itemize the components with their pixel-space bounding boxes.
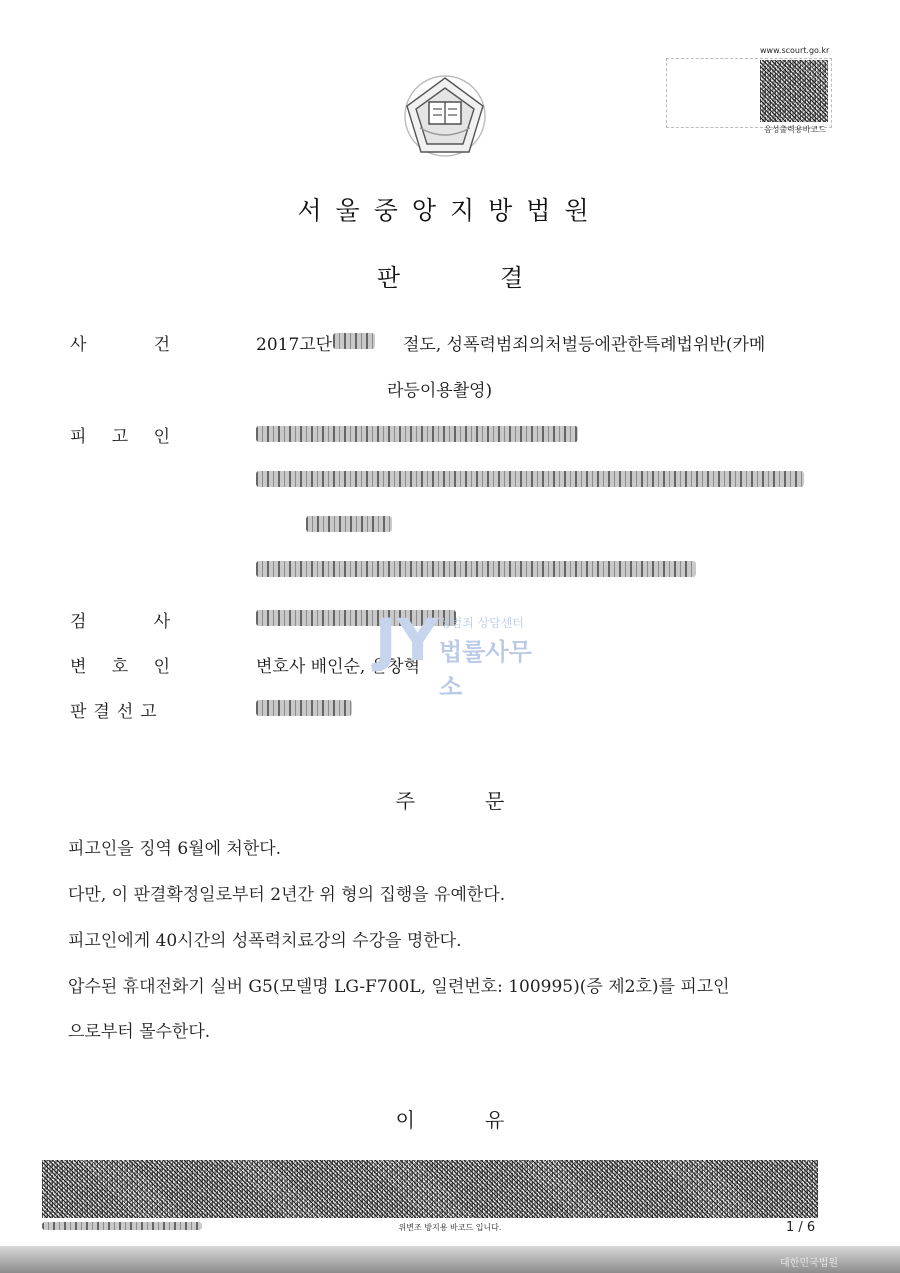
prosecutor-label-char: 사 [153,612,170,632]
counsel-label [70,652,170,677]
bottom-band [0,1246,900,1273]
law-firm-watermark [375,606,545,701]
court-name: 서울중앙지방법원 [297,196,603,225]
counsel-label-char: 호 [111,657,129,677]
document-title-char-1: 판 [376,264,400,292]
document-title-char-2: 결 [500,264,524,292]
reason-heading [0,1104,900,1133]
redacted-defendant-address-1 [256,471,804,487]
order-line: 압수된 휴대전화기 실버 G5(모델명 LG-F700L, 일련번호: 100995)(증 제2호)를 피고인 [68,977,730,997]
verdict-date-label: 판결선고 [70,702,164,722]
redacted-case-number [333,333,375,349]
watermark-logo: JY [375,606,439,674]
counsel-label-char: 인 [153,657,170,677]
court-emblem-icon [400,72,490,160]
counsel-label-char: 변 [70,657,87,677]
order-heading-char-2: 문 [485,789,505,813]
bottom-band-label: 대한민국법원 [780,1258,838,1269]
barcode-caption: 음성출력용바코드 [764,125,826,134]
order-heading-char-1: 주 [395,789,415,813]
redacted-verdict-date [256,700,352,716]
watermark-line-1: 성범죄 상담센터 [439,616,524,630]
reason-heading-char-2: 유 [485,1108,505,1132]
order-line: 으로부터 몰수한다. [68,1022,211,1042]
redacted-defendant-identity [256,426,578,442]
redacted-defendant-address-2 [306,516,392,532]
audio-barcode [760,60,828,122]
defendant-label-char: 피 [70,427,87,447]
order-line: 다만, 이 판결확정일로부터 2년간 위 형의 집행을 유예한다. [68,885,506,905]
anti-forgery-barcode [42,1160,818,1218]
order-heading [0,785,900,814]
prosecutor-label-char: 검 [70,612,87,632]
watermark-line-2: 법률사무소 [439,638,532,701]
case-label [70,330,170,355]
document-title [0,258,900,293]
order-line: 피고인에게 40시간의 성폭력치료강의 수강을 명한다. [68,931,462,951]
case-title-line-2: 라등이용촬영) [387,381,493,401]
defendant-label-char: 고 [111,427,129,447]
defendant-label [70,422,170,447]
page-number: 1 / 6 [786,1220,816,1235]
redacted-registered-address [256,561,696,577]
prosecutor-label [70,607,170,632]
reason-heading-char-1: 이 [395,1108,415,1132]
barcode-url: www.scourt.go.kr [760,46,830,55]
case-number: 2017고단 [256,335,333,355]
case-label-char: 건 [153,335,170,355]
defendant-label-char: 인 [153,427,170,447]
case-label-char: 사 [70,335,87,355]
case-title-line-1: 절도, 성폭력범죄의처벌등에관한특례법위반(카메 [403,335,766,355]
footer-note: 위변조 방지용 바코드 입니다. [398,1223,502,1232]
counsel-value: 변호사 배인순, 윤창혁 [256,657,421,677]
order-line: 피고인을 징역 6월에 처한다. [68,839,282,859]
